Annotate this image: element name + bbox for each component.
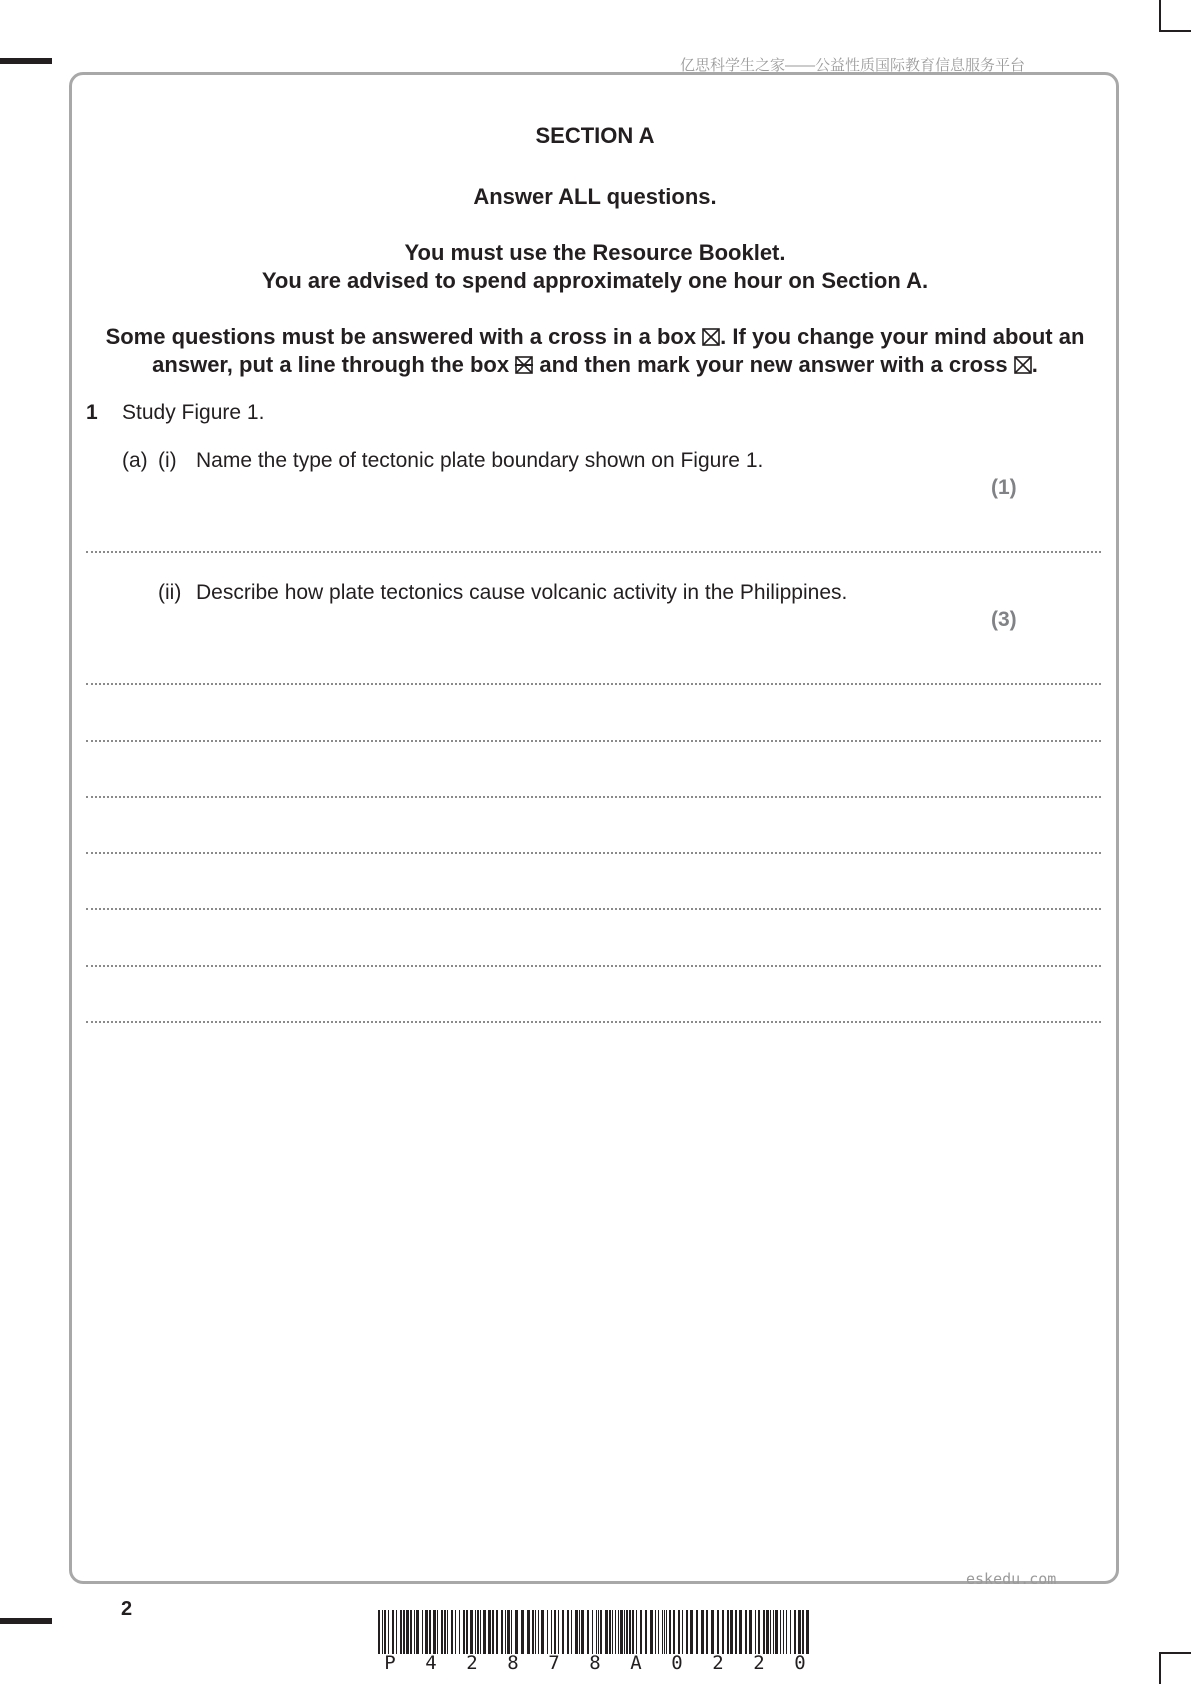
barcode-bar xyxy=(629,1610,631,1654)
barcode-char: 2 xyxy=(466,1652,478,1674)
answer-line[interactable] xyxy=(86,683,1101,685)
barcode-bar xyxy=(475,1610,476,1654)
barcode-bar xyxy=(645,1610,647,1654)
barcode-bar xyxy=(666,1610,667,1654)
barcode-bar xyxy=(669,1610,671,1654)
barcode-bar xyxy=(437,1610,438,1654)
instruction-answer-all: Answer ALL questions. xyxy=(473,184,717,209)
barcode-bar xyxy=(802,1610,804,1654)
barcode-bar xyxy=(755,1610,756,1654)
barcode-bar xyxy=(690,1610,693,1654)
barcode-bar xyxy=(624,1610,625,1654)
barcode-bar xyxy=(521,1610,524,1654)
registration-mark-top xyxy=(0,58,52,64)
barcode-bar xyxy=(783,1610,784,1654)
part-a-label: (a) xyxy=(122,449,148,472)
barcode-bar xyxy=(632,1610,634,1654)
instruction-text: answer, put a line through the box xyxy=(152,352,516,377)
barcode-bar xyxy=(567,1610,569,1654)
instruction-text: Some questions must be answered with a cross in a box xyxy=(105,324,703,349)
barcode-bar xyxy=(511,1610,512,1654)
barcode-bar xyxy=(739,1610,742,1654)
barcode-bar xyxy=(532,1610,534,1654)
part-ii-marks: (3) xyxy=(991,608,1017,631)
page-frame xyxy=(69,72,1119,1584)
part-ii-label: (ii) xyxy=(158,581,182,604)
barcode-bar xyxy=(727,1610,729,1654)
answer-line[interactable] xyxy=(86,852,1101,854)
watermark-top: 亿思科学生之家——公益性质国际教育信息服务平台 xyxy=(680,57,1026,74)
barcode-bar xyxy=(600,1610,602,1654)
registration-mark-bottom xyxy=(0,1618,52,1624)
barcode-bar xyxy=(422,1610,423,1654)
barcode-bar xyxy=(414,1610,415,1654)
part-ii-question: Describe how plate tectonics cause volcanic activity in the Philippines. xyxy=(196,581,848,604)
barcode-bar xyxy=(382,1610,383,1654)
crossed-box-icon xyxy=(1014,356,1032,374)
barcode-bar xyxy=(392,1610,394,1654)
barcode-bar xyxy=(615,1610,616,1654)
instruction-text: . xyxy=(1031,352,1038,377)
barcode-char: P xyxy=(384,1652,396,1674)
barcode-bar xyxy=(575,1610,578,1654)
watermark-bottom: eskedu.com xyxy=(966,1570,1057,1588)
barcode-bar xyxy=(378,1610,380,1654)
barcode-text xyxy=(378,1652,812,1674)
barcode-bar xyxy=(662,1610,663,1654)
barcode-bar xyxy=(664,1610,665,1654)
barcode-bar xyxy=(463,1610,465,1654)
answer-line[interactable] xyxy=(86,796,1101,798)
barcode-bar xyxy=(470,1610,473,1654)
barcode-bar xyxy=(673,1610,675,1654)
barcode-bar xyxy=(527,1610,530,1654)
barcode-bar xyxy=(618,1610,619,1654)
barcode-bar xyxy=(775,1610,778,1654)
barcode-bar xyxy=(581,1610,584,1654)
barcode-char: 0 xyxy=(794,1652,806,1674)
part-i-question: Name the type of tectonic plate boundary shown on Figure 1. xyxy=(196,449,764,472)
barcode-bar xyxy=(466,1610,468,1654)
barcode-bar xyxy=(571,1610,572,1654)
barcode-bar xyxy=(535,1610,536,1654)
barcode-bar xyxy=(609,1610,611,1654)
barcode-bar xyxy=(711,1610,714,1654)
instruction-cross-box-line2 xyxy=(90,351,1100,379)
barcode-bar xyxy=(455,1610,456,1654)
barcode-bar xyxy=(701,1610,704,1654)
question-stem: Study Figure 1. xyxy=(122,401,265,424)
barcode-bar xyxy=(396,1610,397,1654)
page-number: 2 xyxy=(121,1598,133,1620)
instruction-cross-box-line1 xyxy=(90,323,1100,351)
barcode-bar xyxy=(425,1610,428,1654)
barcode-bar xyxy=(706,1610,708,1654)
barcode-bar xyxy=(626,1610,628,1654)
barcode-bar xyxy=(501,1610,503,1654)
barcode-bar xyxy=(806,1610,809,1654)
barcode-bar xyxy=(587,1610,589,1654)
barcode-bar xyxy=(480,1610,481,1654)
barcode-bar xyxy=(773,1610,774,1654)
barcode-bar xyxy=(403,1610,405,1654)
barcode-bar xyxy=(541,1610,544,1654)
barcode-bar xyxy=(547,1610,548,1654)
barcode-bar xyxy=(562,1610,564,1654)
barcode-bar xyxy=(507,1610,510,1654)
part-i-label: (i) xyxy=(158,449,177,472)
answer-line[interactable] xyxy=(86,740,1101,742)
barcode-bar xyxy=(406,1610,409,1654)
instruction-text: and then mark your new answer with a cross xyxy=(533,352,1014,377)
barcode-char: 4 xyxy=(425,1652,437,1674)
barcode-bar xyxy=(717,1610,719,1654)
barcode-bar xyxy=(400,1610,402,1654)
instruction-time: You are advised to spend approximately one hour on Section A. xyxy=(261,268,929,293)
barcode-bar xyxy=(678,1610,680,1654)
crop-mark-bottom-right xyxy=(1159,1652,1191,1684)
barcode-bar xyxy=(451,1610,453,1654)
barcode-bar xyxy=(538,1610,539,1654)
barcode-bar xyxy=(766,1610,769,1654)
barcode-char: 8 xyxy=(507,1652,519,1674)
barcode-bar xyxy=(579,1610,580,1654)
question-number: 1 xyxy=(86,401,98,424)
barcode-bar xyxy=(496,1610,498,1654)
barcode-bar xyxy=(780,1610,781,1654)
barcode-bar xyxy=(444,1610,446,1654)
answer-line[interactable] xyxy=(86,908,1101,910)
barcode-char: A xyxy=(630,1652,642,1674)
barcode-bar xyxy=(598,1610,599,1654)
barcode-bar xyxy=(477,1610,479,1654)
barcode-bar xyxy=(735,1610,737,1654)
barcode-bar xyxy=(492,1610,494,1654)
barcode-bar xyxy=(505,1610,506,1654)
barcode-bar xyxy=(786,1610,787,1654)
barcode-bar xyxy=(447,1610,448,1654)
barcode-bar xyxy=(410,1610,412,1654)
barcode-bar xyxy=(730,1610,733,1654)
barcode-bar xyxy=(790,1610,791,1654)
barcode-bar xyxy=(459,1610,460,1654)
barcode-bar xyxy=(515,1610,518,1654)
crossed-box-icon xyxy=(702,328,720,346)
crop-mark-top-right xyxy=(1159,0,1191,32)
barcode-char: 7 xyxy=(548,1652,560,1674)
barcode-bar xyxy=(770,1610,771,1654)
answer-line[interactable] xyxy=(86,551,1101,553)
barcode-bar xyxy=(758,1610,760,1654)
barcode-char: 2 xyxy=(753,1652,765,1674)
barcode-bar xyxy=(620,1610,623,1654)
barcode-bar xyxy=(554,1610,556,1654)
barcode xyxy=(378,1610,812,1654)
barcode-bar xyxy=(794,1610,796,1654)
barcode-bar xyxy=(798,1610,801,1654)
barcode-bar xyxy=(483,1610,486,1654)
barcode-char: 0 xyxy=(671,1652,683,1674)
barcode-bar xyxy=(592,1610,593,1654)
barcode-bar xyxy=(416,1610,419,1654)
barcode-bar xyxy=(636,1610,637,1654)
barcode-bar xyxy=(745,1610,747,1654)
barcode-bar xyxy=(612,1610,613,1654)
answer-line[interactable] xyxy=(86,1021,1101,1023)
barcode-bar xyxy=(596,1610,597,1654)
barcode-bar xyxy=(749,1610,752,1654)
section-title: SECTION A xyxy=(535,123,655,148)
barcode-bar xyxy=(722,1610,724,1654)
barcode-bar xyxy=(682,1610,683,1654)
barcode-bar xyxy=(433,1610,436,1654)
barcode-bar xyxy=(763,1610,765,1654)
barcode-bar xyxy=(441,1610,443,1654)
barcode-char: 8 xyxy=(589,1652,601,1674)
barcode-bar xyxy=(551,1610,552,1654)
answer-line[interactable] xyxy=(86,965,1101,967)
instruction-text: . If you change your mind about an xyxy=(720,324,1085,349)
barcode-bar xyxy=(640,1610,642,1654)
barcode-bar xyxy=(650,1610,653,1654)
barcode-bar xyxy=(686,1610,688,1654)
instruction-resource-booklet: You must use the Resource Booklet. xyxy=(404,240,786,265)
barcode-bar xyxy=(388,1610,389,1654)
barcode-bar xyxy=(658,1610,659,1654)
barcode-bar xyxy=(655,1610,656,1654)
barcode-char: 2 xyxy=(712,1652,724,1674)
barcode-bar xyxy=(696,1610,698,1654)
struck-crossed-box-icon xyxy=(515,356,533,374)
barcode-bar xyxy=(384,1610,386,1654)
barcode-bar xyxy=(558,1610,559,1654)
barcode-bar xyxy=(605,1610,608,1654)
barcode-bar xyxy=(488,1610,491,1654)
barcode-bar xyxy=(429,1610,431,1654)
part-i-marks: (1) xyxy=(991,476,1017,499)
